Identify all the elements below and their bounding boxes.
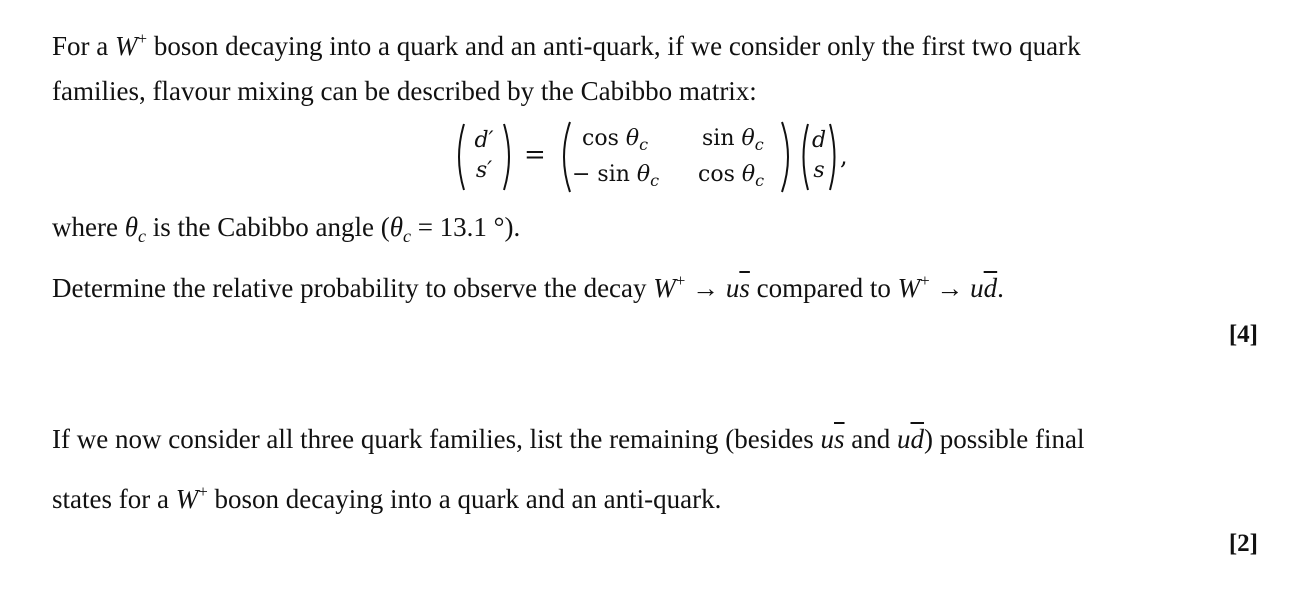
theta: θ: [741, 162, 756, 187]
rhs-vector: [808, 126, 830, 186]
u-quark: u: [970, 273, 984, 303]
w-charge: +: [137, 29, 148, 48]
determine-text: Determine the relative probability to observe the decay: [52, 273, 654, 303]
u-quark: u: [820, 424, 835, 454]
w-charge: +: [198, 482, 208, 501]
theta: θ: [389, 212, 403, 242]
matrix-m12: [702, 124, 764, 160]
w-charge: +: [920, 271, 930, 290]
part-b-line-1: [52, 422, 1085, 456]
where-text: where: [52, 212, 125, 242]
left-paren-lhs: [452, 120, 466, 194]
theta: θ: [124, 212, 138, 242]
s-prime: s′: [475, 158, 493, 183]
anti-d-quark: $\overline{d}$: [983, 273, 998, 303]
cabibbo-equation: [452, 120, 862, 194]
intro-line-2: [52, 74, 757, 108]
w-boson-symbol: W: [897, 273, 921, 303]
w-boson-symbol: W: [175, 484, 199, 514]
u-quark: u: [897, 424, 911, 454]
right-paren-rhs: [828, 120, 840, 194]
matrix-m22: [698, 160, 764, 196]
w-boson-symbol: W: [115, 31, 138, 61]
sub-c: c: [137, 226, 146, 246]
intro-text-cont: boson decaying into a quark and an anti-quark, if we consider only the first two quark: [147, 31, 1081, 61]
right-paren-lhs: [502, 120, 516, 194]
d-prime: d′: [474, 128, 494, 153]
marks-part-a: [4]: [1228, 321, 1258, 348]
matrix-m21: [572, 160, 659, 196]
anti-s-quark: $\overline{s}$: [739, 273, 750, 303]
arrow: →: [685, 273, 726, 303]
w-boson-symbol: W: [653, 273, 676, 303]
part-b-text: If we now consider all three quark families, list the remaining (besides: [52, 424, 821, 454]
equation-comma: ,: [840, 142, 848, 170]
sub-c: c: [639, 135, 649, 154]
equals-sign: =: [524, 140, 546, 170]
sub-c: c: [754, 135, 764, 154]
sin-fn: sin: [702, 126, 742, 151]
part-b-text-2-cont: boson decaying into a quark and an anti-quark.: [207, 484, 722, 514]
w-charge: +: [675, 271, 686, 290]
where-mid-text: is the Cabibbo angle (: [145, 212, 390, 242]
compared-text: compared to: [749, 273, 898, 303]
cos-fn: cos: [582, 126, 626, 151]
matrix-m11: [582, 124, 648, 160]
sub-c: c: [755, 171, 765, 190]
determine-line: [52, 264, 1004, 305]
theta: θ: [625, 126, 640, 151]
intro-text: For a: [52, 31, 115, 61]
s-quark: s: [813, 158, 825, 183]
right-paren-matrix: [780, 120, 794, 194]
left-paren-matrix: [558, 120, 572, 194]
u-quark: u: [725, 273, 740, 303]
intro-line-1: [52, 22, 1081, 63]
theta: θ: [636, 162, 651, 187]
part-b-text-2: states for a: [52, 484, 176, 514]
neg-sin-fn: − sin: [572, 162, 637, 187]
arrow: →: [929, 273, 971, 303]
intro-text-2: families, flavour mixing can be described by the Cabibbo matrix:: [52, 76, 757, 106]
period: .: [997, 273, 1004, 303]
theta: θ: [741, 126, 755, 151]
sub-c: c: [650, 171, 660, 190]
lhs-vector: [466, 126, 502, 186]
cabibbo-angle-value: = 13.1 °).: [410, 212, 521, 242]
anti-d-quark: $\overline{d}$: [910, 424, 925, 454]
part-b-line-2: [52, 475, 721, 516]
part-b-text-cont: ) possible final: [924, 424, 1085, 454]
sub-c: c: [402, 226, 411, 246]
anti-s-quark: $\overline{s}$: [834, 424, 845, 454]
d-quark: d: [811, 128, 827, 153]
marks-part-b: [2]: [1228, 530, 1258, 557]
cos-fn: cos: [698, 162, 742, 187]
where-line: [52, 210, 520, 253]
and-text: and: [844, 424, 898, 454]
